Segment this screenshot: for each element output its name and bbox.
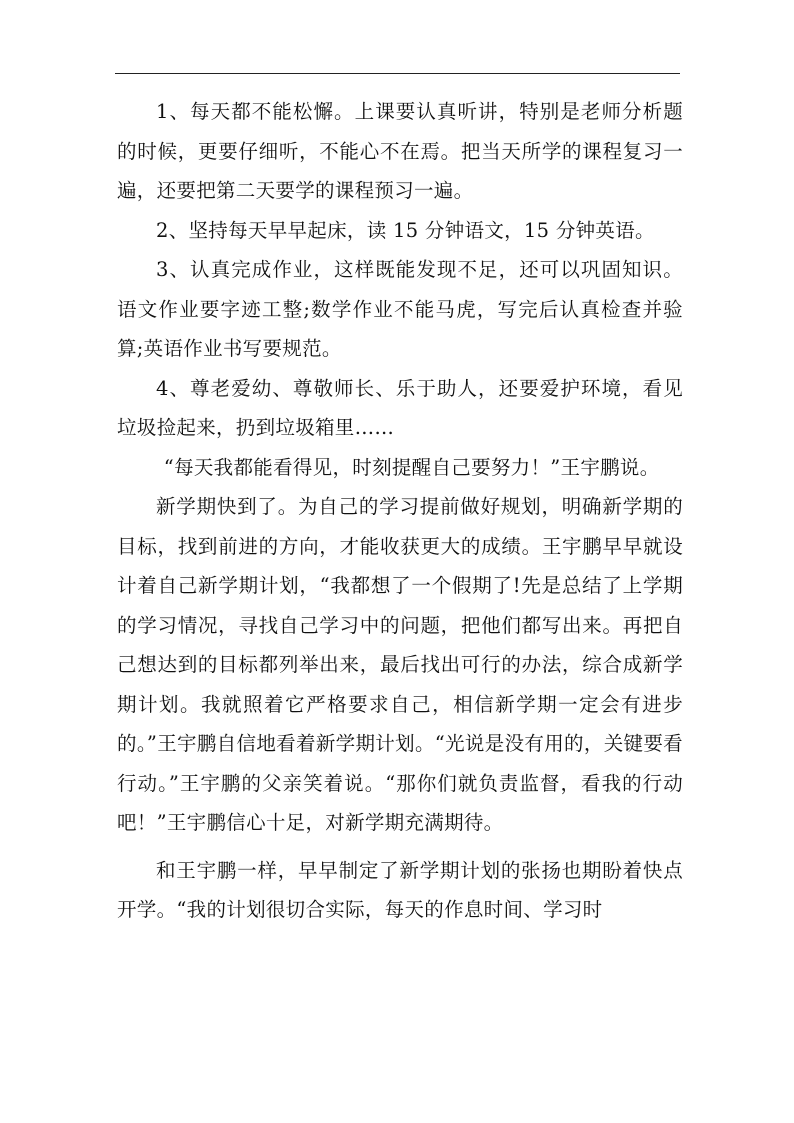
quote-paragraph: “每天我都能看得见，时刻提醒自己要努力！”王宇鹏说。 bbox=[163, 455, 660, 479]
paragraph-item-4: 4、尊老爱幼、尊敬师长、乐于助人，还要爱护环境，看见垃圾捡起来，扔到垃圾箱里…… bbox=[117, 376, 683, 439]
paragraph-item-1: 1、每天都不能松懈。上课要认真听讲，特别是老师分析题的时候，更要仔细听，不能心不在焉。把当天所学的课程复习一遍，还要把第二天要学的课程预习一遍。 bbox=[117, 100, 683, 202]
body-text bbox=[117, 92, 683, 930]
paragraph-new-semester: 新学期快到了。为自己的学习提前做好规划，明确新学期的目标，找到前进的方向，才能收获更大的成绩。王宇鹏早早就设计着自己新学期计划，“我都想了一个假期了!先是总结了上学期的学习情况，寻找自己学习中的问题，把他们都写出来。再把自己想达到的目标都列举出来，最后找出可行的办法，综合成新学期计划。我就照着它严格要求自己，相信新学期一定会有进步的。”王宇鹏自信地看着新学期计划。“光说是没有用的，关键要看行动。”王宇鹏的父亲笑着说。“那你们就负责监督，看我的行动吧！”王宇鹏信心十足，对新学期充满期待。 bbox=[117, 495, 683, 834]
paragraph-item-2: 2、坚持每天早早起床，读 15 分钟语文，15 分钟英语。 bbox=[156, 218, 655, 242]
paragraph-item-3: 3、认真完成作业，这样既能发现不足，还可以巩固知识。语文作业要字迹工整;数学作业不能马虎，写完后认真检查并验算;英语作业书写要规范。 bbox=[117, 258, 683, 360]
header-rule bbox=[115, 73, 680, 74]
paragraph-zhang-yang: 和王宇鹏一样，早早制定了新学期计划的张扬也期盼着快点开学。“我的计划很切合实际，每天的作息时间、学习时 bbox=[117, 858, 683, 921]
